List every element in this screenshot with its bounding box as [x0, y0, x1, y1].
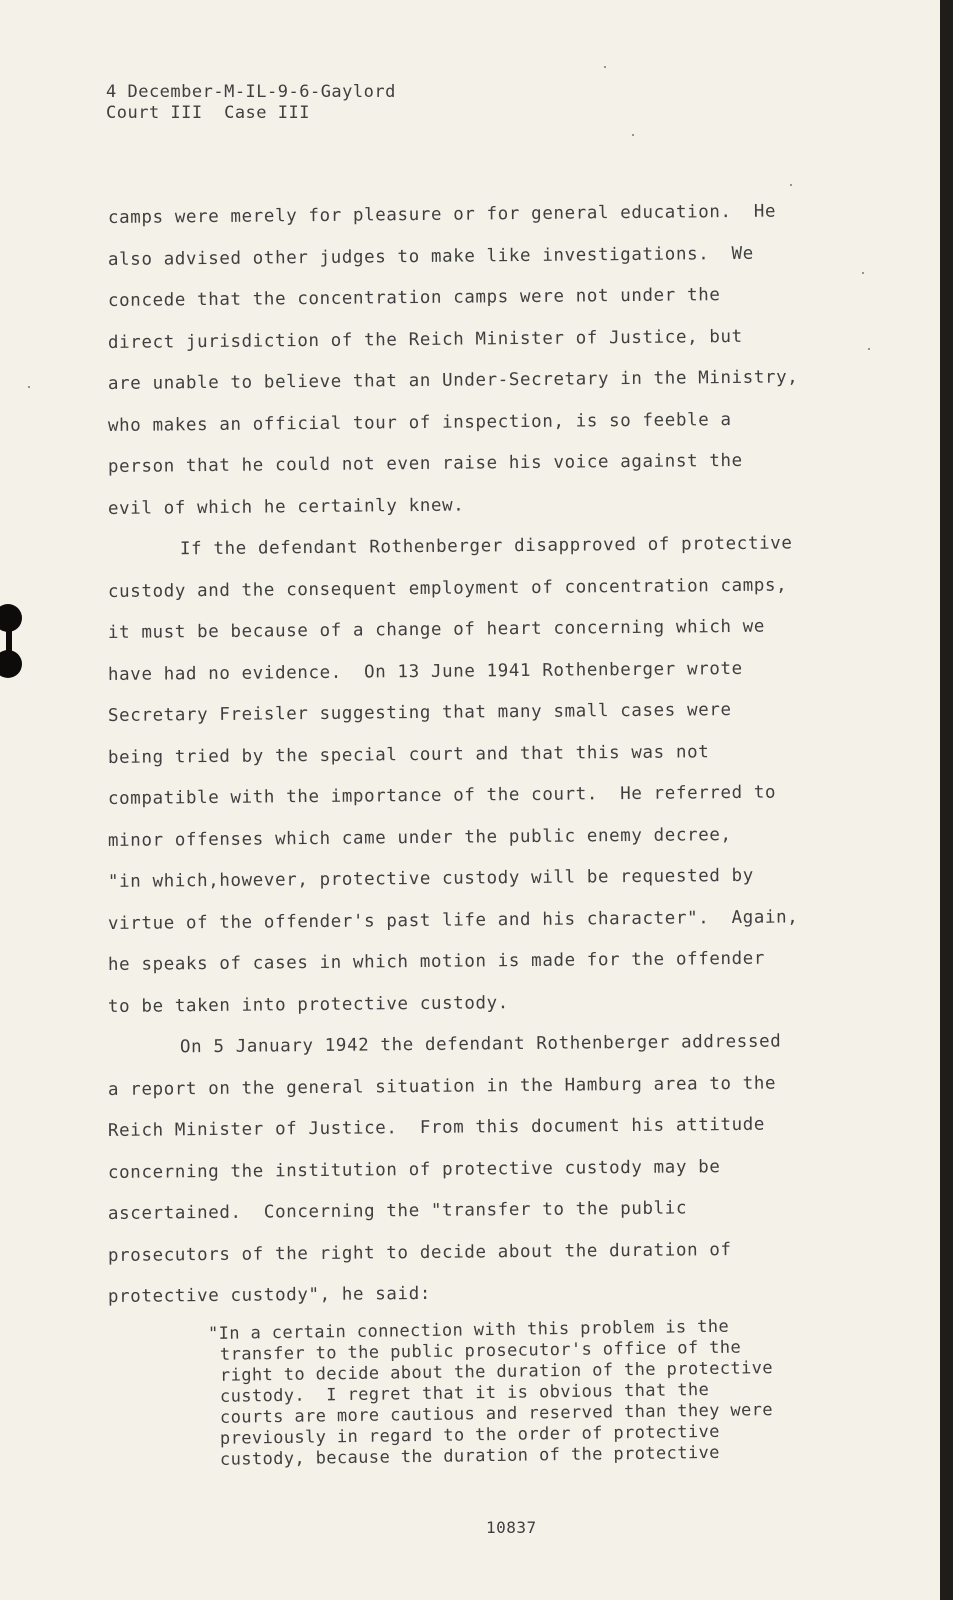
body-line: he speaks of cases in which motion is made for the offender — [107, 948, 766, 975]
quote-line: transfer to the public prosecutor's office of the — [219, 1337, 742, 1365]
quote-line: right to decide about the duration of the protective — [219, 1358, 774, 1386]
body-line: compatible with the importance of the court. He referred to — [107, 782, 777, 809]
quote-line: custody. I regret that it is obvious that the — [219, 1380, 710, 1407]
body-line: camps were merely for pleasure or for general education. He — [107, 201, 777, 228]
paragraph-start-line: If the defendant Rothenberger disapproved of protective — [179, 533, 793, 560]
page-number: 10837 — [486, 1518, 537, 1537]
body-line: prosecutors of the right to decide about the duration of — [107, 1239, 732, 1266]
body-line: virtue of the offender's past life and his character". Again, — [107, 906, 799, 934]
quote-line: "In a certain connection with this problem is the — [207, 1316, 730, 1344]
body-line: "in which,however, protective custody will be requested by — [107, 865, 754, 892]
body-line: a report on the general situation in the Hamburg area to the — [107, 1073, 777, 1100]
paper-speck — [632, 134, 634, 136]
paper-speck — [868, 348, 870, 350]
body-line: direct jurisdiction of the Reich Minister of Justice, but — [107, 326, 743, 353]
body-line: have had no evidence. On 13 June 1941 Rothenberger wrote — [107, 658, 743, 685]
quote-line: previously in regard to the order of protective — [219, 1421, 720, 1449]
paragraph-start-line: On 5 January 1942 the defendant Rothenberger addressed — [179, 1031, 782, 1058]
body-line: minor offenses which came under the public enemy decree, — [107, 824, 732, 851]
body-line: also advised other judges to make like investigations. We — [107, 243, 754, 270]
page-edge-shadow — [940, 0, 953, 1600]
header-date-reference: 4 December-M-IL-9-6-Gaylord — [106, 82, 396, 102]
paper-speck — [790, 184, 792, 186]
quote-line: courts are more cautious and reserved than they were — [219, 1400, 774, 1428]
body-line: person that he could not even raise his voice against the — [107, 450, 743, 477]
body-line: Secretary Freisler suggesting that many small cases were — [107, 700, 732, 726]
body-line: to be taken into protective custody. — [107, 992, 509, 1017]
body-line: are unable to believe that an Under-Secretary in the Ministry, — [107, 367, 799, 394]
quote-line: custody, because the duration of the protective — [219, 1442, 720, 1470]
body-line: being tried by the special court and that this was not — [107, 741, 710, 768]
paper-speck — [862, 272, 864, 274]
header-court-case: Court III Case III — [106, 103, 310, 123]
paper-speck — [28, 386, 30, 388]
body-line: it must be because of a change of heart concerning which we — [107, 616, 766, 643]
document-header — [106, 82, 396, 124]
body-line: who makes an official tour of inspection, is so feeble a — [107, 409, 732, 436]
paper-speck — [604, 66, 606, 68]
body-text — [108, 198, 888, 1319]
body-line: ascertained. Concerning the "transfer to the public — [107, 1198, 688, 1224]
body-line: Reich Minister of Justice. From this document his attitude — [107, 1114, 766, 1141]
body-line: evil of which he certainly knew. — [107, 495, 465, 519]
block-quote — [207, 1316, 888, 1471]
body-line: protective custody", he said: — [107, 1283, 432, 1307]
body-line: concerning the institution of protective custody may be — [107, 1156, 721, 1183]
punch-hole — [0, 650, 22, 678]
body-line: concede that the concentration camps were not under the — [107, 285, 721, 311]
body-line: custody and the consequent employment of concentration camps, — [107, 574, 788, 602]
